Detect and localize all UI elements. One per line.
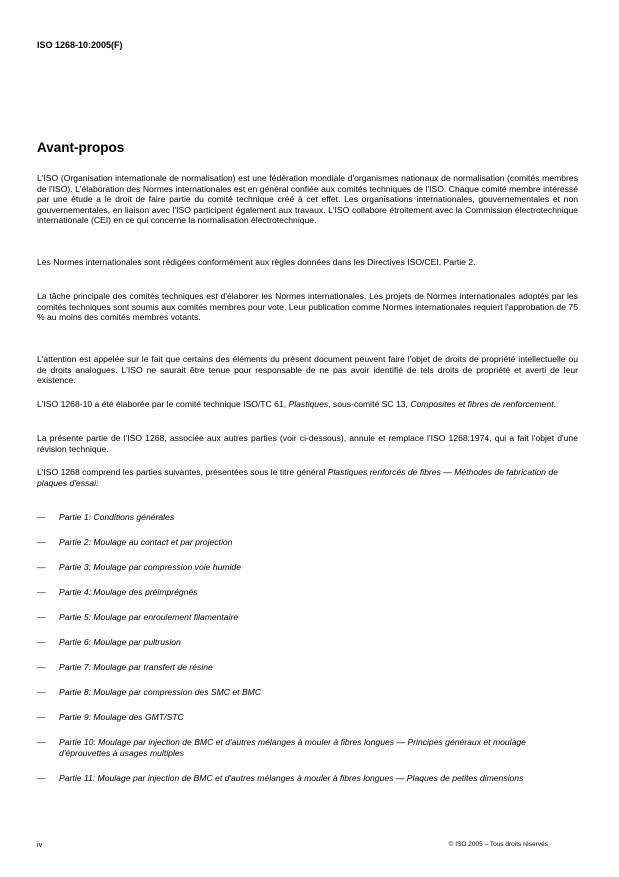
list-item-text: Partie 10: Moulage par injection de BMC et d'autres mélanges à mouler à fibres longues — Principes généraux et moulage d'éprouvettes à usages multiples [59,737,526,758]
dash-bullet: — [37,637,46,647]
italic-text: Plastiques [288,399,329,409]
paragraph-7 [37,467,578,488]
document-id-header: ISO 1268-10:2005(F) [37,40,123,50]
dash-bullet: — [37,562,46,572]
list-item-text: Partie 7: Moulage par transfert de résine [59,662,213,672]
paragraph-2: Les Normes internationales sont rédigées conformément aux règles données dans les Directives ISO/CEI, Partie 2. [37,257,476,267]
paragraph-4: L'attention est appelée sur le fait que certains des éléments du présent document peuvent faire l'objet de droits de propriété intellectuelle ou de droits analogues. L'ISO ne saurait être tenue pour responsable de ne pas avoir identifié de tels droits de propriété et averti de leur existence. [37,354,578,386]
dash-bullet: — [37,612,46,622]
list-item [37,562,578,573]
list-item [37,662,578,673]
list-item [37,612,578,623]
list-item [37,712,578,723]
list-item-text: Partie 11: Moulage par injection de BMC et d'autres mélanges à mouler à fibres longues — Plaques de petites dimensions [59,773,524,783]
italic-text: Plastiques renforcés de fibres — Méthodes de fabrication de plaques d'essai [37,467,558,488]
section-title: Avant-propos [37,140,125,155]
text: L'ISO 1268-10 a été élaborée par le comité technique ISO/TC 61, [37,399,289,409]
dash-bullet: — [37,687,46,697]
list-item-text: Partie 4: Moulage des préimprégnés [59,587,198,597]
text: . [553,399,556,409]
list-item-text: Partie 1: Conditions générales [59,512,175,522]
list-item-text: Partie 3: Moulage par compression voie humide [59,562,241,572]
page-number: iv [37,840,43,849]
dash-bullet: — [37,712,46,722]
list-item [37,737,578,758]
list-item [37,537,578,548]
paragraph-1: L'ISO (Organisation internationale de normalisation) est une fédération mondiale d'organismes nationaux de normalisation (comités membres de l'ISO). L'élaboration des Normes internationales est en général confiée aux comités techniques de l'ISO. Chaque comité membre intéressé par une étude a le droit de faire partie du comité technique créé à cet effet. Les organisations internationales, gouvernementales et non gouvernementales, en liaison avec l'ISO participent également aux travaux. L'ISO collabore étroitement avec la Commission électrotechnique internationale (CEI) en ce qui concerne la normalisation électrotechnique. [37,173,578,226]
footer [37,840,578,849]
dash-bullet: — [37,587,46,597]
list-item-text: Partie 2: Moulage au contact et par projection [59,537,233,547]
dash-bullet: — [37,537,46,547]
paragraph-6: La présente partie de l'ISO 1268, associée aux autres parties (voir ci-dessous), annule et remplace l'ISO 1268:1974, qui a fait l'objet d'une révision technique. [37,433,578,454]
text: , sous-comité SC 13, [328,399,411,409]
italic-text: Composites et fibres de renforcement [410,399,554,409]
list-item-text: Partie 8: Moulage par compression des SMC et BMC [59,687,262,697]
text: : [95,477,99,488]
list-item-text: Partie 9: Moulage des GMT/STC [59,712,184,722]
list-item [37,773,578,784]
list-item-text: Partie 6: Moulage par pultrusion [59,637,181,647]
dash-bullet: — [37,737,46,747]
list-item [37,587,578,598]
text: L'ISO 1268 comprend les parties suivantes, présentées sous le titre général [37,467,328,477]
paragraph-5 [37,399,578,410]
dash-bullet: — [37,773,46,783]
list-item [37,687,578,698]
dash-bullet: — [37,662,46,672]
list-item [37,637,578,648]
copyright: © ISO 2005 – Tous droits réservés [448,841,548,848]
list-item [37,512,578,523]
paragraph-3: La tâche principale des comités techniques est d'élaborer les Normes internationales. Les projets de Normes internationales adoptés par les comités techniques sont soumis aux comités membres pour vote. Leur publication comme Normes internationales requiert l'approbation de 75 % au moins des comités membres votants. [37,291,578,323]
list-item-text: Partie 5: Moulage par enroulement filamentaire [59,612,239,622]
dash-bullet: — [37,512,46,522]
